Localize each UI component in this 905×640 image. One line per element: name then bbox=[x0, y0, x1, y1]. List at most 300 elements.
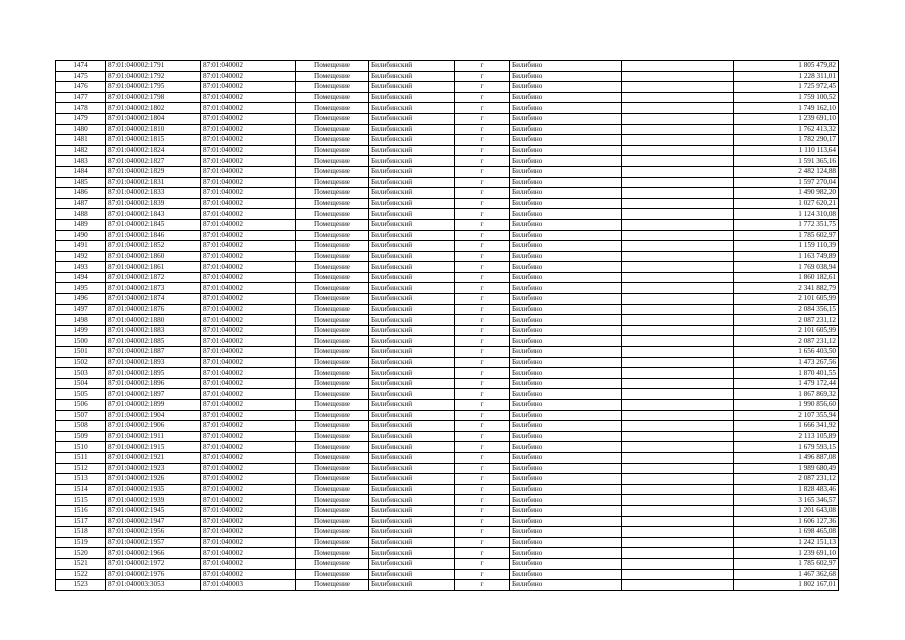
row-number-cell: 1513 bbox=[56, 474, 106, 485]
cadastral-number-cell: 87:01:040002:1939 bbox=[106, 495, 201, 506]
object-type-cell: Помещение bbox=[296, 410, 369, 421]
cadastral-number-cell: 87:01:040002:1885 bbox=[106, 336, 201, 347]
cadastral-value-cell: 1 785 602,97 bbox=[734, 558, 839, 569]
cadastral-number-cell: 87:01:040002:1926 bbox=[106, 474, 201, 485]
object-type-cell: Помещение bbox=[296, 569, 369, 580]
cadastral-value-cell: 1 805 479,82 bbox=[734, 61, 839, 72]
settlement-type-cell: г bbox=[455, 177, 510, 188]
settlement-type-cell: г bbox=[455, 548, 510, 559]
district-cell: Билибинский bbox=[369, 113, 455, 124]
cadastral-number-cell: 87:01:040002:1876 bbox=[106, 304, 201, 315]
cadastral-quarter-cell: 87:01:040002 bbox=[201, 92, 296, 103]
table-row bbox=[56, 198, 839, 209]
district-cell: Билибинский bbox=[369, 315, 455, 326]
cadastral-quarter-cell: 87:01:040002 bbox=[201, 527, 296, 538]
table-row bbox=[56, 452, 839, 463]
row-number-cell: 1500 bbox=[56, 336, 106, 347]
row-number-cell: 1508 bbox=[56, 421, 106, 432]
object-type-cell: Помещение bbox=[296, 463, 369, 474]
table-row bbox=[56, 336, 839, 347]
row-number-cell: 1475 bbox=[56, 71, 106, 82]
object-type-cell: Помещение bbox=[296, 400, 369, 411]
district-cell: Билибинский bbox=[369, 188, 455, 199]
cadastral-number-cell: 87:01:040002:1860 bbox=[106, 251, 201, 262]
district-cell: Билибинский bbox=[369, 527, 455, 538]
row-number-cell: 1491 bbox=[56, 241, 106, 252]
cadastral-quarter-cell: 87:01:040002 bbox=[201, 251, 296, 262]
table-row bbox=[56, 124, 839, 135]
empty-cell bbox=[622, 219, 734, 230]
empty-cell bbox=[622, 283, 734, 294]
object-type-cell: Помещение bbox=[296, 230, 369, 241]
empty-cell bbox=[622, 103, 734, 114]
table-row bbox=[56, 166, 839, 177]
row-number-cell: 1521 bbox=[56, 558, 106, 569]
cadastral-value-cell: 1 591 365,16 bbox=[734, 156, 839, 167]
table-row bbox=[56, 177, 839, 188]
row-number-cell: 1486 bbox=[56, 188, 106, 199]
row-number-cell: 1477 bbox=[56, 92, 106, 103]
empty-cell bbox=[622, 558, 734, 569]
table-row bbox=[56, 294, 839, 305]
cadastral-quarter-cell: 87:01:040002 bbox=[201, 474, 296, 485]
cadastral-value-cell: 1 762 413,32 bbox=[734, 124, 839, 135]
table-row bbox=[56, 135, 839, 146]
settlement-type-cell: г bbox=[455, 357, 510, 368]
cadastral-value-cell: 2 113 105,89 bbox=[734, 431, 839, 442]
object-type-cell: Помещение bbox=[296, 177, 369, 188]
cadastral-quarter-cell: 87:01:040002 bbox=[201, 113, 296, 124]
settlement-type-cell: г bbox=[455, 442, 510, 453]
cadastral-quarter-cell: 87:01:040002 bbox=[201, 421, 296, 432]
table-row bbox=[56, 156, 839, 167]
cadastral-number-cell: 87:01:040002:1846 bbox=[106, 230, 201, 241]
empty-cell bbox=[622, 474, 734, 485]
table-row bbox=[56, 474, 839, 485]
object-type-cell: Помещение bbox=[296, 272, 369, 283]
cadastral-value-cell: 2 101 605,99 bbox=[734, 294, 839, 305]
cadastral-quarter-cell: 87:01:040002 bbox=[201, 241, 296, 252]
table-row bbox=[56, 251, 839, 262]
table-row bbox=[56, 495, 839, 506]
cadastral-quarter-cell: 87:01:040002 bbox=[201, 294, 296, 305]
district-cell: Билибинский bbox=[369, 347, 455, 358]
cadastral-value-cell: 1 990 856,60 bbox=[734, 400, 839, 411]
district-cell: Билибинский bbox=[369, 516, 455, 527]
cadastral-value-cell: 1 782 290,17 bbox=[734, 135, 839, 146]
cadastral-number-cell: 87:01:040002:1893 bbox=[106, 357, 201, 368]
cadastral-value-cell: 1 490 982,20 bbox=[734, 188, 839, 199]
cadastral-number-cell: 87:01:040002:1791 bbox=[106, 61, 201, 72]
cadastral-quarter-cell: 87:01:040002 bbox=[201, 188, 296, 199]
empty-cell bbox=[622, 452, 734, 463]
row-number-cell: 1496 bbox=[56, 294, 106, 305]
settlement-name-cell: Билибино bbox=[510, 537, 622, 548]
settlement-name-cell: Билибино bbox=[510, 400, 622, 411]
cadastral-value-cell: 1 163 749,89 bbox=[734, 251, 839, 262]
cadastral-quarter-cell: 87:01:040002 bbox=[201, 410, 296, 421]
object-type-cell: Помещение bbox=[296, 368, 369, 379]
cadastral-value-cell: 1 802 167,01 bbox=[734, 580, 839, 591]
settlement-type-cell: г bbox=[455, 389, 510, 400]
settlement-name-cell: Билибино bbox=[510, 495, 622, 506]
empty-cell bbox=[622, 230, 734, 241]
object-type-cell: Помещение bbox=[296, 103, 369, 114]
object-type-cell: Помещение bbox=[296, 442, 369, 453]
district-cell: Билибинский bbox=[369, 103, 455, 114]
district-cell: Билибинский bbox=[369, 82, 455, 93]
table-row bbox=[56, 400, 839, 411]
settlement-type-cell: г bbox=[455, 495, 510, 506]
row-number-cell: 1517 bbox=[56, 516, 106, 527]
cadastral-quarter-cell: 87:01:040002 bbox=[201, 463, 296, 474]
settlement-name-cell: Билибино bbox=[510, 516, 622, 527]
settlement-type-cell: г bbox=[455, 410, 510, 421]
cadastral-quarter-cell: 87:01:040002 bbox=[201, 145, 296, 156]
cadastral-number-cell: 87:01:040002:1792 bbox=[106, 71, 201, 82]
object-type-cell: Помещение bbox=[296, 283, 369, 294]
district-cell: Билибинский bbox=[369, 400, 455, 411]
cadastral-number-cell: 87:01:040002:1861 bbox=[106, 262, 201, 273]
cadastral-quarter-cell: 87:01:040002 bbox=[201, 315, 296, 326]
row-number-cell: 1492 bbox=[56, 251, 106, 262]
settlement-name-cell: Билибино bbox=[510, 294, 622, 305]
row-number-cell: 1504 bbox=[56, 378, 106, 389]
cadastral-value-cell: 1 759 100,52 bbox=[734, 92, 839, 103]
district-cell: Билибинский bbox=[369, 241, 455, 252]
cadastral-value-cell: 1 749 162,10 bbox=[734, 103, 839, 114]
cadastral-quarter-cell: 87:01:040002 bbox=[201, 431, 296, 442]
table-row bbox=[56, 219, 839, 230]
cadastral-number-cell: 87:01:040002:1887 bbox=[106, 347, 201, 358]
table-row bbox=[56, 325, 839, 336]
row-number-cell: 1507 bbox=[56, 410, 106, 421]
cadastral-quarter-cell: 87:01:040002 bbox=[201, 166, 296, 177]
cadastral-number-cell: 87:01:040002:1904 bbox=[106, 410, 201, 421]
cadastral-value-cell: 1 989 680,49 bbox=[734, 463, 839, 474]
cadastral-number-cell: 87:01:040002:1845 bbox=[106, 219, 201, 230]
cadastral-quarter-cell: 87:01:040002 bbox=[201, 124, 296, 135]
settlement-type-cell: г bbox=[455, 241, 510, 252]
empty-cell bbox=[622, 400, 734, 411]
settlement-type-cell: г bbox=[455, 378, 510, 389]
cadastral-number-cell: 87:01:040002:1815 bbox=[106, 135, 201, 146]
cadastral-number-cell: 87:01:040002:1911 bbox=[106, 431, 201, 442]
cadastral-quarter-cell: 87:01:040002 bbox=[201, 336, 296, 347]
district-cell: Билибинский bbox=[369, 421, 455, 432]
district-cell: Билибинский bbox=[369, 219, 455, 230]
settlement-name-cell: Билибино bbox=[510, 580, 622, 591]
cadastral-quarter-cell: 87:01:040002 bbox=[201, 389, 296, 400]
empty-cell bbox=[622, 294, 734, 305]
cadastral-number-cell: 87:01:040002:1873 bbox=[106, 283, 201, 294]
empty-cell bbox=[622, 325, 734, 336]
district-cell: Билибинский bbox=[369, 537, 455, 548]
object-type-cell: Помещение bbox=[296, 188, 369, 199]
table-row bbox=[56, 484, 839, 495]
cadastral-number-cell: 87:01:040002:1843 bbox=[106, 209, 201, 220]
table-row bbox=[56, 209, 839, 220]
row-number-cell: 1474 bbox=[56, 61, 106, 72]
empty-cell bbox=[622, 336, 734, 347]
cadastral-quarter-cell: 87:01:040002 bbox=[201, 537, 296, 548]
object-type-cell: Помещение bbox=[296, 61, 369, 72]
cadastral-value-cell: 2 101 605,99 bbox=[734, 325, 839, 336]
settlement-name-cell: Билибино bbox=[510, 82, 622, 93]
settlement-type-cell: г bbox=[455, 156, 510, 167]
settlement-type-cell: г bbox=[455, 82, 510, 93]
district-cell: Билибинский bbox=[369, 368, 455, 379]
settlement-type-cell: г bbox=[455, 580, 510, 591]
row-number-cell: 1494 bbox=[56, 272, 106, 283]
settlement-type-cell: г bbox=[455, 283, 510, 294]
settlement-name-cell: Билибино bbox=[510, 272, 622, 283]
table-row bbox=[56, 580, 839, 591]
empty-cell bbox=[622, 145, 734, 156]
district-cell: Билибинский bbox=[369, 251, 455, 262]
cadastral-quarter-cell: 87:01:040002 bbox=[201, 516, 296, 527]
cadastral-value-cell: 1 473 267,56 bbox=[734, 357, 839, 368]
cadastral-value-cell: 2 087 231,12 bbox=[734, 336, 839, 347]
cadastral-quarter-cell: 87:01:040002 bbox=[201, 103, 296, 114]
row-number-cell: 1520 bbox=[56, 548, 106, 559]
cadastral-quarter-cell: 87:01:040002 bbox=[201, 357, 296, 368]
empty-cell bbox=[622, 113, 734, 124]
settlement-name-cell: Билибино bbox=[510, 558, 622, 569]
row-number-cell: 1478 bbox=[56, 103, 106, 114]
cadastral-value-cell: 2 087 231,12 bbox=[734, 474, 839, 485]
cadastral-number-cell: 87:01:040002:1831 bbox=[106, 177, 201, 188]
district-cell: Билибинский bbox=[369, 580, 455, 591]
cadastral-number-cell: 87:01:040002:1872 bbox=[106, 272, 201, 283]
cadastral-value-cell: 1 159 110,39 bbox=[734, 241, 839, 252]
settlement-type-cell: г bbox=[455, 124, 510, 135]
settlement-type-cell: г bbox=[455, 347, 510, 358]
cadastral-quarter-cell: 87:01:040002 bbox=[201, 495, 296, 506]
cadastral-number-cell: 87:01:040002:1883 bbox=[106, 325, 201, 336]
cadastral-number-cell: 87:01:040002:1895 bbox=[106, 368, 201, 379]
empty-cell bbox=[622, 198, 734, 209]
row-number-cell: 1506 bbox=[56, 400, 106, 411]
table-row bbox=[56, 505, 839, 516]
object-type-cell: Помещение bbox=[296, 527, 369, 538]
row-number-cell: 1519 bbox=[56, 537, 106, 548]
settlement-name-cell: Билибино bbox=[510, 389, 622, 400]
cadastral-value-cell: 1 867 869,32 bbox=[734, 389, 839, 400]
row-number-cell: 1489 bbox=[56, 219, 106, 230]
cadastral-value-cell: 1 828 483,46 bbox=[734, 484, 839, 495]
cadastral-number-cell: 87:01:040002:1906 bbox=[106, 421, 201, 432]
table-row bbox=[56, 241, 839, 252]
object-type-cell: Помещение bbox=[296, 378, 369, 389]
empty-cell bbox=[622, 124, 734, 135]
empty-cell bbox=[622, 431, 734, 442]
cadastral-quarter-cell: 87:01:040002 bbox=[201, 558, 296, 569]
cadastral-value-cell: 1 679 593,15 bbox=[734, 442, 839, 453]
row-number-cell: 1484 bbox=[56, 166, 106, 177]
row-number-cell: 1502 bbox=[56, 357, 106, 368]
cadastral-quarter-cell: 87:01:040002 bbox=[201, 272, 296, 283]
district-cell: Билибинский bbox=[369, 294, 455, 305]
cadastral-quarter-cell: 87:01:040002 bbox=[201, 304, 296, 315]
settlement-type-cell: г bbox=[455, 505, 510, 516]
object-type-cell: Помещение bbox=[296, 495, 369, 506]
cadastral-value-cell: 1 772 351,75 bbox=[734, 219, 839, 230]
table-row bbox=[56, 347, 839, 358]
settlement-type-cell: г bbox=[455, 325, 510, 336]
cadastral-quarter-cell: 87:01:040002 bbox=[201, 177, 296, 188]
cadastral-number-cell: 87:01:040002:1839 bbox=[106, 198, 201, 209]
row-number-cell: 1488 bbox=[56, 209, 106, 220]
empty-cell bbox=[622, 442, 734, 453]
settlement-type-cell: г bbox=[455, 92, 510, 103]
object-type-cell: Помещение bbox=[296, 315, 369, 326]
empty-cell bbox=[622, 410, 734, 421]
object-type-cell: Помещение bbox=[296, 421, 369, 432]
row-number-cell: 1487 bbox=[56, 198, 106, 209]
cadastral-number-cell: 87:01:040002:1945 bbox=[106, 505, 201, 516]
object-type-cell: Помещение bbox=[296, 580, 369, 591]
object-type-cell: Помещение bbox=[296, 156, 369, 167]
settlement-name-cell: Билибино bbox=[510, 209, 622, 220]
cadastral-number-cell: 87:01:040002:1810 bbox=[106, 124, 201, 135]
district-cell: Билибинский bbox=[369, 484, 455, 495]
district-cell: Билибинский bbox=[369, 452, 455, 463]
empty-cell bbox=[622, 272, 734, 283]
cadastral-quarter-cell: 87:01:040002 bbox=[201, 71, 296, 82]
settlement-type-cell: г bbox=[455, 272, 510, 283]
row-number-cell: 1511 bbox=[56, 452, 106, 463]
table-row bbox=[56, 368, 839, 379]
empty-cell bbox=[622, 484, 734, 495]
empty-cell bbox=[622, 209, 734, 220]
district-cell: Билибинский bbox=[369, 71, 455, 82]
settlement-type-cell: г bbox=[455, 421, 510, 432]
table-row bbox=[56, 389, 839, 400]
table-row bbox=[56, 548, 839, 559]
district-cell: Билибинский bbox=[369, 357, 455, 368]
object-type-cell: Помещение bbox=[296, 241, 369, 252]
cadastral-value-cell: 1 110 113,64 bbox=[734, 145, 839, 156]
empty-cell bbox=[622, 347, 734, 358]
settlement-name-cell: Билибино bbox=[510, 135, 622, 146]
cadastral-quarter-cell: 87:01:040002 bbox=[201, 505, 296, 516]
row-number-cell: 1516 bbox=[56, 505, 106, 516]
object-type-cell: Помещение bbox=[296, 219, 369, 230]
settlement-type-cell: г bbox=[455, 188, 510, 199]
district-cell: Билибинский bbox=[369, 495, 455, 506]
row-number-cell: 1501 bbox=[56, 347, 106, 358]
settlement-type-cell: г bbox=[455, 336, 510, 347]
cadastral-value-cell: 1 656 403,50 bbox=[734, 347, 839, 358]
settlement-type-cell: г bbox=[455, 537, 510, 548]
empty-cell bbox=[622, 569, 734, 580]
empty-cell bbox=[622, 71, 734, 82]
row-number-cell: 1499 bbox=[56, 325, 106, 336]
settlement-type-cell: г bbox=[455, 400, 510, 411]
empty-cell bbox=[622, 368, 734, 379]
cadastral-number-cell: 87:01:040002:1802 bbox=[106, 103, 201, 114]
settlement-name-cell: Билибино bbox=[510, 92, 622, 103]
cadastral-quarter-cell: 87:01:040002 bbox=[201, 548, 296, 559]
settlement-type-cell: г bbox=[455, 219, 510, 230]
row-number-cell: 1498 bbox=[56, 315, 106, 326]
cadastral-value-cell: 2 341 882,79 bbox=[734, 283, 839, 294]
district-cell: Билибинский bbox=[369, 558, 455, 569]
empty-cell bbox=[622, 82, 734, 93]
table-row bbox=[56, 103, 839, 114]
object-type-cell: Помещение bbox=[296, 537, 369, 548]
settlement-name-cell: Билибино bbox=[510, 61, 622, 72]
cadastral-quarter-cell: 87:01:040002 bbox=[201, 230, 296, 241]
object-type-cell: Помещение bbox=[296, 209, 369, 220]
cadastral-quarter-cell: 87:01:040002 bbox=[201, 198, 296, 209]
settlement-name-cell: Билибино bbox=[510, 527, 622, 538]
empty-cell bbox=[622, 177, 734, 188]
settlement-name-cell: Билибино bbox=[510, 378, 622, 389]
cadastral-quarter-cell: 87:01:040003 bbox=[201, 580, 296, 591]
district-cell: Билибинский bbox=[369, 378, 455, 389]
table-row bbox=[56, 272, 839, 283]
empty-cell bbox=[622, 505, 734, 516]
empty-cell bbox=[622, 357, 734, 368]
cadastral-value-cell: 1 201 643,08 bbox=[734, 505, 839, 516]
empty-cell bbox=[622, 241, 734, 252]
settlement-name-cell: Билибино bbox=[510, 463, 622, 474]
cadastral-quarter-cell: 87:01:040002 bbox=[201, 61, 296, 72]
row-number-cell: 1497 bbox=[56, 304, 106, 315]
object-type-cell: Помещение bbox=[296, 71, 369, 82]
district-cell: Билибинский bbox=[369, 569, 455, 580]
settlement-type-cell: г bbox=[455, 294, 510, 305]
settlement-type-cell: г bbox=[455, 431, 510, 442]
settlement-type-cell: г bbox=[455, 61, 510, 72]
object-type-cell: Помещение bbox=[296, 474, 369, 485]
empty-cell bbox=[622, 378, 734, 389]
cadastral-value-cell: 1 124 310,08 bbox=[734, 209, 839, 220]
row-number-cell: 1482 bbox=[56, 145, 106, 156]
district-cell: Билибинский bbox=[369, 209, 455, 220]
settlement-type-cell: г bbox=[455, 527, 510, 538]
cadastral-quarter-cell: 87:01:040002 bbox=[201, 325, 296, 336]
cadastral-value-cell: 1 606 127,36 bbox=[734, 516, 839, 527]
empty-cell bbox=[622, 135, 734, 146]
object-type-cell: Помещение bbox=[296, 304, 369, 315]
settlement-name-cell: Билибино bbox=[510, 156, 622, 167]
cadastral-quarter-cell: 87:01:040002 bbox=[201, 400, 296, 411]
table-row bbox=[56, 71, 839, 82]
cadastral-number-cell: 87:01:040002:1957 bbox=[106, 537, 201, 548]
settlement-type-cell: г bbox=[455, 166, 510, 177]
district-cell: Билибинский bbox=[369, 431, 455, 442]
settlement-name-cell: Билибино bbox=[510, 188, 622, 199]
cadastral-quarter-cell: 87:01:040002 bbox=[201, 442, 296, 453]
cadastral-value-cell: 1 666 341,92 bbox=[734, 421, 839, 432]
object-type-cell: Помещение bbox=[296, 516, 369, 527]
district-cell: Билибинский bbox=[369, 505, 455, 516]
settlement-type-cell: г bbox=[455, 209, 510, 220]
empty-cell bbox=[622, 389, 734, 400]
settlement-name-cell: Билибино bbox=[510, 166, 622, 177]
table-row bbox=[56, 378, 839, 389]
district-cell: Билибинский bbox=[369, 262, 455, 273]
cadastral-quarter-cell: 87:01:040002 bbox=[201, 262, 296, 273]
row-number-cell: 1503 bbox=[56, 368, 106, 379]
empty-cell bbox=[622, 527, 734, 538]
row-number-cell: 1480 bbox=[56, 124, 106, 135]
table-row bbox=[56, 82, 839, 93]
settlement-type-cell: г bbox=[455, 558, 510, 569]
